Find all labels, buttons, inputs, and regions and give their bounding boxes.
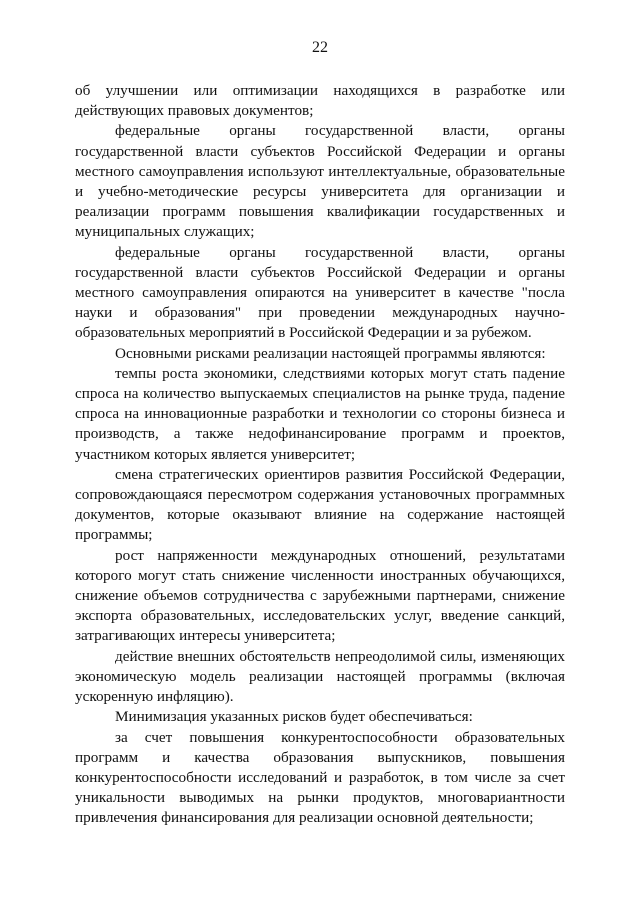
paragraph-federal-bodies-resources: федеральные органы государственной власти, органы государственной власти субъектов Российской Федерации и органы местного самоуправления используют интеллектуальные, образовательные и учебно-методические ресурсы университета для организации и реализации программ повышения квалификации государственных и муниципальных служащих;	[75, 122, 565, 241]
paragraph-risks-heading: Основными рисками реализации настоящей программы являются:	[115, 344, 546, 362]
paragraph-risk-international: рост напряженности международных отношений, результатами которого могут стать снижение численности иностранных обучающихся, снижение объемов сотрудничества с зарубежными партнерами, снижение экспорта образовательных, исследовательских услуг, введение санкций, затрагивающих интересы университета;	[75, 546, 565, 645]
paragraph-risk-strategy: смена стратегических ориентиров развития Российской Федерации, сопровождающаяся пересмотром содержания установочных программных документов, которые оказывают влияние на содержание настоящей программы;	[75, 465, 565, 544]
paragraph-mitigation-competitiveness: за счет повышения конкурентоспособности образовательных программ и качества образования выпускников, повышения конкурентоспособности исследований и разработок, в том числе за счет уникальности выводимых на рынки продуктов, многовариантности привлечения финансирования для реализации основной деятельности;	[75, 728, 565, 827]
page-number: 22	[312, 39, 328, 56]
document-body	[75, 81, 565, 829]
paragraph-risk-force-majeure: действие внешних обстоятельств непреодолимой силы, изменяющих экономическую модель реализации настоящей программы (включая ускоренную инфляцию).	[75, 647, 565, 706]
paragraph-mitigation-heading: Минимизация указанных рисков будет обеспечиваться:	[115, 708, 473, 726]
paragraph-federal-bodies-ambassador: федеральные органы государственной власти, органы государственной власти субъектов Российской Федерации и органы местного самоуправления опираются на университет в качестве "посла науки и образования" при проведении международных научно-образовательных мероприятий в Российской Федерации и за рубежом.	[75, 243, 565, 342]
paragraph-continuation: об улучшении или оптимизации находящихся в разработке или действующих правовых документов;	[75, 82, 565, 120]
paragraph-risk-economy: темпы роста экономики, следствиями которых могут стать падение спроса на количество выпускаемых специалистов на рынке труда, падение спроса на инновационные разработки и технологии со стороны бизнеса и производств, а также недофинансирование программ и проектов, участником которых является университет;	[75, 364, 565, 463]
